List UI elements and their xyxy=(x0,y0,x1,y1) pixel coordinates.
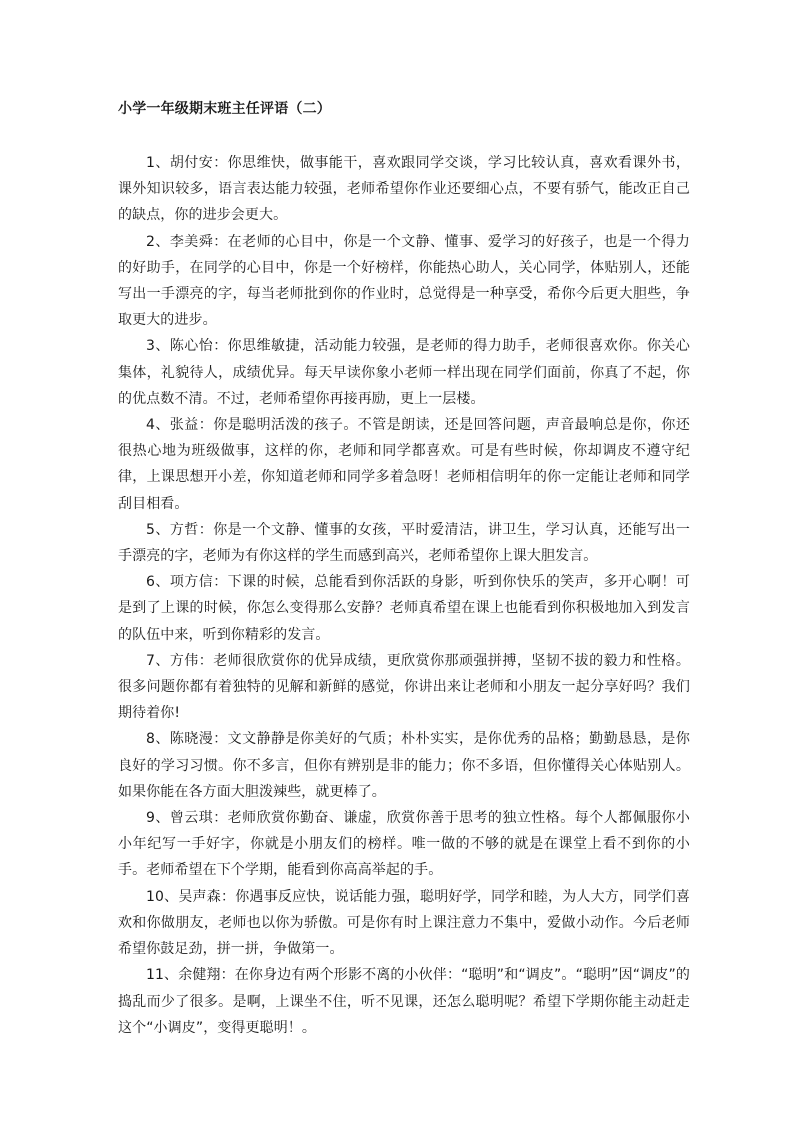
comment-paragraph: 9、曾云琪：老师欣赏你勤奋、谦虚，欣赏你善于思考的独立性格。每个人都佩服你小小年纪写一手好字，你就是小朋友们的榜样。唯一做的不够的就是在课堂上看不到你的小手。老师希望在下个学期，能看到你高高举起的手。 xyxy=(118,810,690,879)
document-title: 小学一年级期末班主任评语（二） xyxy=(118,101,331,117)
comment-paragraph: 1、胡付安：你思维快，做事能干，喜欢跟同学交谈，学习比较认真，喜欢看课外书，课外知识较多，语言表达能力较强，老师希望你作业还要细心点，不要有骄气，能改正自己的缺点，你的进步会更大。 xyxy=(118,155,690,224)
comment-paragraph: 10、吴声森：你遇事反应快，说话能力强，聪明好学，同学和睦，为人大方，同学们喜欢和你做朋友，老师也以你为骄傲。可是你有时上课注意力不集中，爱做小动作。今后老师希望你鼓足劲，拼一拼，争做第一。 xyxy=(118,888,690,958)
document-page xyxy=(118,98,690,1041)
comment-paragraph: 8、陈晓漫：文文静静是你美好的气质；朴朴实实，是你优秀的品格；勤勤恳恳，是你良好的学习习惯。你不多言，但你有辨别是非的能力；你不多语，但你懂得关心体贴别人。如果你能在各方面大胆泼辣些，就更棒了。 xyxy=(118,731,690,800)
comment-paragraph: 6、项方信：下课的时候，总能看到你活跃的身影，听到你快乐的笑声，多开心啊！可是到了上课的时候，你怎么变得那么安静？老师真希望在课上也能看到你积极地加入到发言的队伍中来，听到你精彩的发言。 xyxy=(118,574,690,643)
comment-paragraph: 11、余健翔：在你身边有两个形影不离的小伙伴：“聪明”和“调皮”。“聪明”因“调皮”的捣乱而少了很多。是啊，上课坐不住，听不见课，还怎么聪明呢？希望下学期你能主动赶走这个“小调皮”，变得更聪明！。 xyxy=(118,967,690,1036)
comment-paragraph: 2、李美舜：在老师的心目中，你是一个文静、懂事、爱学习的好孩子，也是一个得力的好助手，在同学的心目中，你是一个好榜样，你能热心助人，关心同学，体贴别人，还能写出一手漂亮的字，每当老师批到你的作业时，总觉得是一种享受，希你今后更大胆些，争取更大的进步。 xyxy=(118,233,690,329)
comments-list xyxy=(118,150,690,1041)
comment-paragraph: 7、方伟：老师很欣赏你的优异成绩，更欣赏你那顽强拼搏，坚韧不拔的毅力和性格。很多问题你都有着独特的见解和新鲜的感觉，你讲出来让老师和小朋友一起分享好吗？我们期待着你! xyxy=(118,652,690,722)
comment-paragraph: 3、陈心怡：你思维敏捷，活动能力较强，是老师的得力助手，老师很喜欢你。你关心集体，礼貌待人，成绩优异。每天早读你象小老师一样出现在同学们面前，你真了不起，你的优点数不清。不过，老师希望你再接再励，更上一层楼。 xyxy=(118,338,690,407)
comment-paragraph: 5、方哲：你是一个文静、懂事的女孩，平时爱清洁，讲卫生，学习认真，还能写出一手漂亮的字，老师为有你这样的学生而感到高兴，老师希望你上课大胆发言。 xyxy=(118,521,690,565)
comment-paragraph: 4、张益：你是聪明活泼的孩子。不管是朗读，还是回答问题，声音最响总是你，你还很热心地为班级做事，这样的你，老师和同学都喜欢。可是有些时候，你却调皮不遵守纪律，上课思想开小差，你知道老师和同学多着急呀！老师相信明年的你一定能让老师和同学刮目相看。 xyxy=(118,417,690,512)
